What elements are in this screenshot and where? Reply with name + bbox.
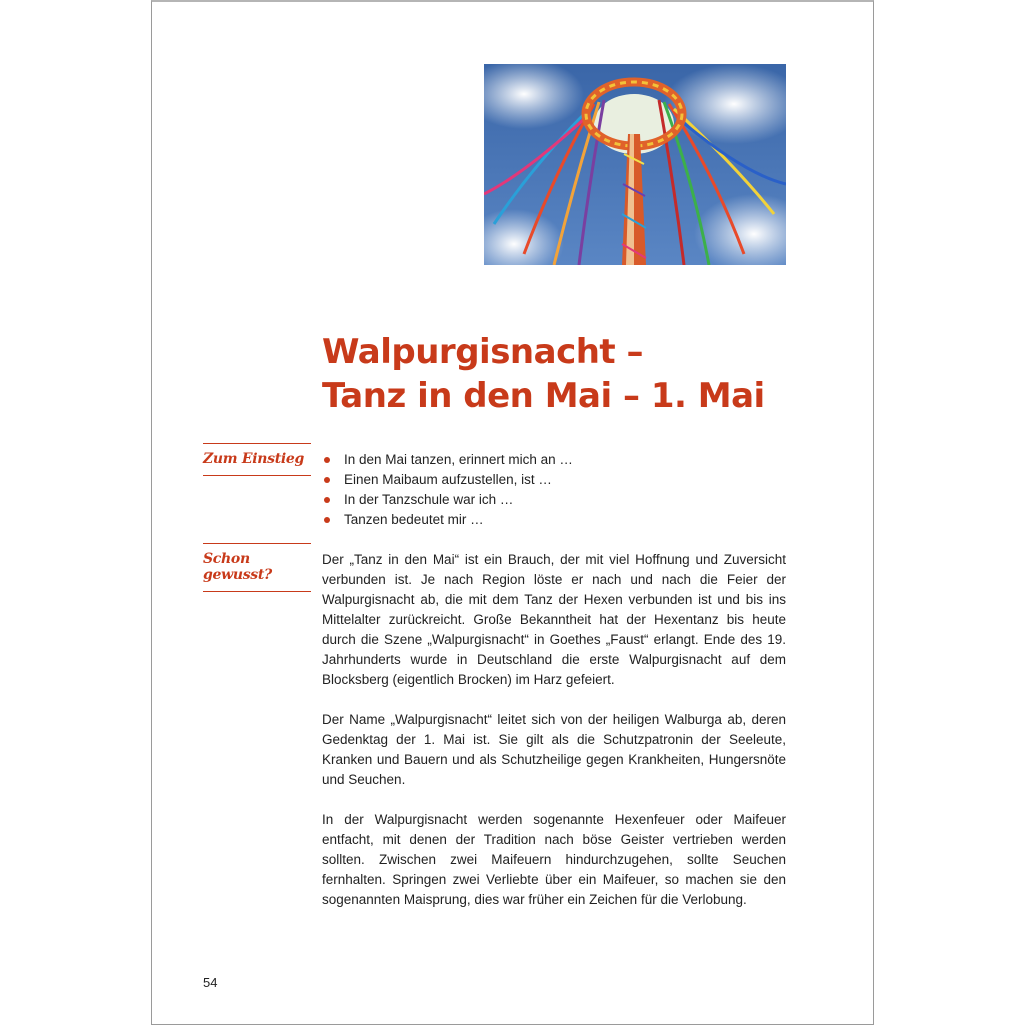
paragraph: Der Name „Walpurgisnacht“ leitet sich von der heiligen Walburga ab, deren Gedenktag der 1. Mai ist. Sie gilt als die Schutzpatronin der Seeleute, Kranken und Bauern und als Schutzheilige gegen Krankheiten, Hungersnöte und Seuchen. — [322, 712, 786, 787]
bullet-dot-icon — [324, 477, 330, 483]
page-title — [322, 330, 822, 418]
title-line-2: Tanz in den Mai – 1. Mai — [322, 376, 765, 416]
title-line-1: Walpurgisnacht – — [322, 332, 644, 372]
paragraph: Der „Tanz in den Mai“ ist ein Brauch, der mit viel Hoffnung und Zuversicht verbunden ist. Je nach Region löste er nach und nach die Feier der Walpurgisnacht ab, die mit dem Tanz der Hexen verbunden ist und bis ins Mittelalter zurückreicht. Große Bekanntheit hat der Hexentanz bis heute durch die Szene „Walpurgisnacht“ in Goethes „Faust“ erlangt. Ende des 19. Jahrhunderts wurde in Deutschland die erste Walpurgisnacht auf dem Blocksberg (eigentlich Brocken) im Harz gefeiert. — [322, 552, 786, 687]
paragraph: In der Walpurgisnacht werden sogenannte Hexenfeuer oder Maifeuer entfacht, mit denen der Tradition nach böse Geister vertrieben werden sollten. Zwischen zwei Maifeuern hindurchzugehen, sollte Seuchen fernhalten. Springen zwei Verliebte über ein Maifeuer, so machen sie den sogenannten Maisprung, dies war früher ein Zeichen für die Verlobung. — [322, 812, 786, 907]
list-item — [322, 470, 573, 490]
info-section-label: Schon gewusst? — [203, 543, 311, 592]
bullet-dot-icon — [324, 517, 330, 523]
intro-section-label: Zum Einstieg — [203, 443, 311, 476]
bullet-text: Einen Maibaum aufzustellen, ist … — [344, 472, 552, 487]
body-text — [322, 550, 786, 930]
list-item — [322, 450, 573, 470]
maypole-with-colorful-ribbons-image — [484, 64, 786, 265]
page-number: 54 — [203, 975, 218, 990]
bullet-dot-icon — [324, 497, 330, 503]
intro-bullet-list — [322, 450, 573, 530]
bullet-text: In der Tanzschule war ich … — [344, 492, 514, 507]
list-item — [322, 490, 573, 510]
bullet-text: In den Mai tanzen, erinnert mich an … — [344, 452, 573, 467]
bullet-dot-icon — [324, 457, 330, 463]
bullet-text: Tanzen bedeutet mir … — [344, 512, 484, 527]
list-item — [322, 510, 573, 530]
maypole-photo — [484, 64, 786, 265]
